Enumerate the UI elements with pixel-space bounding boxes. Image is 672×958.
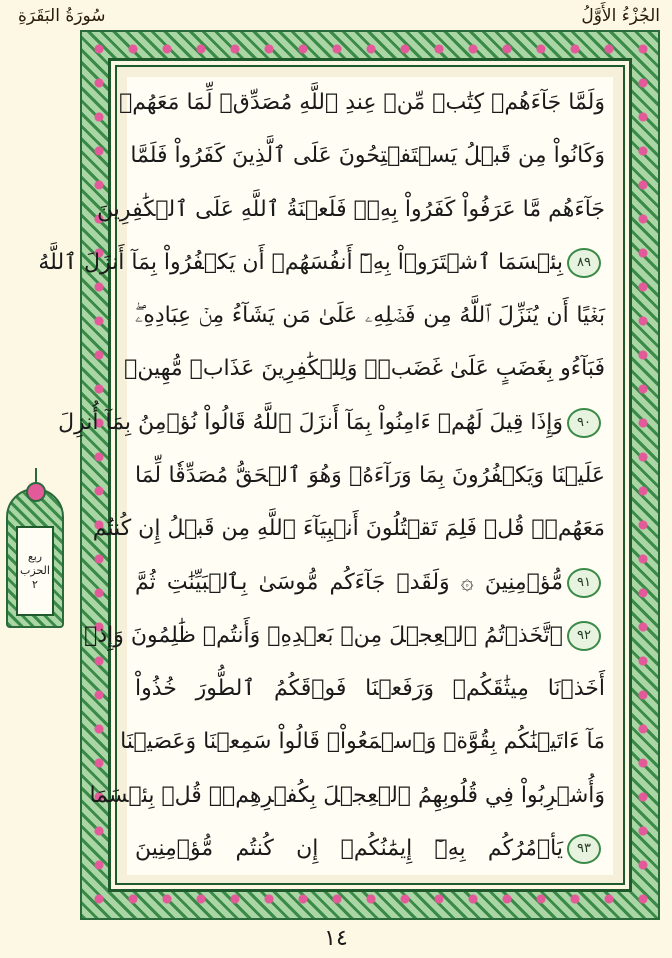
ayah-marker: ٩٠ — [567, 408, 601, 438]
ayah-marker: ٩١ — [567, 568, 601, 598]
text-line: مَعَهُمۡۗ قُلۡ فَلِمَ تَقۡتُلُونَ أَنۢبِيَآءَ ٱللَّهِ مِن قَبۡلُ إِن كُنتُم — [92, 516, 605, 542]
text-line: وَكَانُواْ مِن قَبۡلُ يَسۡتَفۡتِحُونَ عَلَى ٱلَّذِينَ كَفَرُواْ فَلَمَّا — [130, 143, 605, 169]
text-line: جَآءَهُم مَّا عَرَفُواْ كَفَرُواْ بِهِۦۚ فَلَعۡنَةُ ٱللَّهِ عَلَى ٱلۡكَٰفِرِينَ — [97, 196, 605, 222]
frame-inner-border — [38, 58, 632, 892]
text-line: ٩١ مُّؤۡمِنِينَ ۞ وَلَقَدۡ جَآءَكُم مُّوسَىٰ بِٱلۡبَيِّنَٰتِ ثُمَّ — [135, 563, 605, 603]
text-line: وَلَمَّا جَآءَهُمۡ كِتَٰبٞ مِّنۡ عِندِ ٱللَّهِ مُصَدِّقٞ لِّمَا مَعَهُمۡ — [119, 90, 605, 115]
text-line: أَخَذۡنَا مِيثَٰقَكُمۡ وَرَفَعۡنَا فَوۡقَكُمُ ٱلطُّورَ خُذُواْ — [135, 676, 605, 702]
surah-name: سُورَةُ البَقَرَةِ — [18, 6, 106, 26]
page-frame — [38, 30, 660, 920]
hizb-quarter-badge — [6, 488, 64, 628]
text-line: ٨٩ بِئۡسَمَا ٱشۡتَرَوۡاْ بِهِۦٓ أَنفُسَهُمۡ أَن يَكۡفُرُواْ بِمَآ أَنزَلَ ٱللَّهُ — [135, 243, 605, 283]
text-line: عَلَيۡنَا وَيَكۡفُرُونَ بِمَا وَرَآءَهُۥ وَهُوَ ٱلۡحَقُّ مُصَدِّقٗا لِّمَا — [135, 462, 605, 488]
ayah-marker: ٩٢ — [567, 621, 601, 651]
text-line: ٩٣ يَأۡمُرُكُم بِهِۦٓ إِيمَٰنُكُمۡ إِن كُنتُم مُّؤۡمِنِينَ — [135, 829, 605, 869]
badge-label-quarter: ربع — [27, 550, 43, 563]
text-line: ٩٢ ٱتَّخَذۡتُمُ ٱلۡعِجۡلَ مِنۢ بَعۡدِهِۦ وَأَنتُمۡ ظَٰلِمُونَ وَإِذۡ — [135, 616, 605, 656]
badge-label-number: ٢ — [32, 578, 38, 591]
page-number: ١٤ — [324, 926, 348, 951]
ayah-marker: ٨٩ — [567, 248, 601, 278]
text-line: وَأُشۡرِبُواْ فِي قُلُوبِهِمُ ٱلۡعِجۡلَ بِكُفۡرِهِمۡۚ قُلۡ بِئۡسَمَا — [89, 782, 605, 808]
badge-inner — [16, 526, 54, 616]
text-line: بَغۡيًا أَن يُنَزِّلَ ٱللَّهُ مِن فَضۡلِهِۦ عَلَىٰ مَن يَشَآءُ مِنۡ عِبَادِهِۦۖ — [135, 303, 605, 329]
quran-text-area — [38, 77, 613, 875]
badge-dome-icon — [26, 482, 46, 502]
text-line: ٩٠ وَإِذَا قِيلَ لَهُمۡ ءَامِنُواْ بِمَآ أَنزَلَ ٱللَّهُ قَالُواْ نُؤۡمِنُ بِمَآ أُنزِلَ — [135, 403, 605, 443]
text-line: مَآ ءَاتَيۡنَٰكُم بِقُوَّةٖ وَٱسۡمَعُواْۖ قَالُواْ سَمِعۡنَا وَعَصَيۡنَا — [120, 729, 605, 755]
text-line: فَبَآءُو بِغَضَبٍ عَلَىٰ غَضَبٖۚ وَلِلۡكَٰفِرِينَ عَذَابٞ مُّهِينٞ — [124, 356, 605, 382]
juz-name: الجُزْءُ الأَوَّلُ — [581, 6, 660, 26]
ayah-marker: ٩٣ — [567, 834, 601, 864]
badge-label-hizb: الحزب — [20, 564, 50, 577]
